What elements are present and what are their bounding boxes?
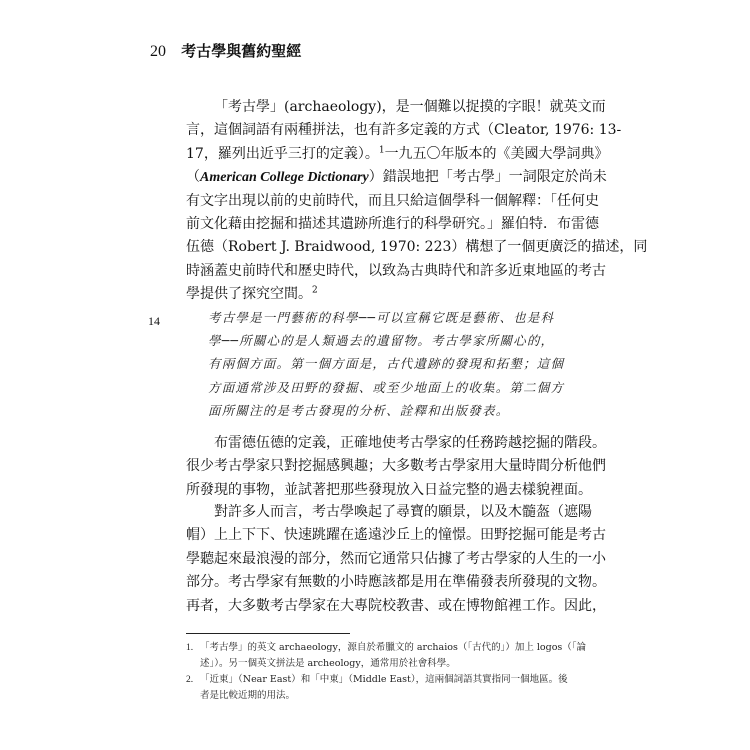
margin-number: 14	[148, 314, 160, 328]
quote-line: 方面通常涉及田野的發掘、或至少地面上的收集。第二個方	[208, 379, 565, 395]
quote-line: 學──所關心的是人類過去的遺留物。考古學家所關心的，	[208, 333, 555, 349]
text-line: 「考古學」(archaeology)，是一個難以捉摸的字眼！就英文而	[214, 99, 606, 115]
page-number: 20	[150, 43, 166, 60]
text-line: 言，這個詞語有兩種拼法，也有許多定義的方式（Cleator, 1976: 13-	[186, 122, 622, 139]
footnote-ref-1[interactable]: 1	[378, 145, 385, 156]
footnote-1	[186, 640, 586, 672]
text-line: 學提供了探究空間。$^2$	[186, 285, 318, 303]
text-line: 前文化藉由挖掘和描述其遺跡所進行的科學研究。」羅伯特．布雷德	[186, 216, 599, 233]
footnote-line: 者是比較近期的用法。	[200, 690, 296, 701]
book-title: 考古學與舊約聖經	[181, 42, 302, 60]
text-line: 帽）上上下下、快速跳躍在遙遠沙丘上的憧憬。田野挖掘可能是考古	[186, 527, 606, 544]
paragraph-braidwood	[186, 432, 606, 502]
text-line: 17，羅列出近乎三打的定義）。$^1$一九五〇年版本的《美國大學詞典》	[186, 145, 609, 162]
footnote-line: 述」）。另一個英文拼法是 archeology，通常用於社會科學。	[200, 658, 456, 669]
quote-line: 有兩個方面。第一個方面是，古代遺跡的發現和拓墾；這個	[208, 356, 565, 372]
text-line: 學聽起來最浪漫的部分，然而它通常只佔據了考古學家的人生的一小	[186, 550, 606, 567]
text-line: 再者，大多數考古學家在大專院校教書、或在博物館裡工作。因此，	[186, 597, 606, 614]
quote-line: 考古學是一門藝術的科學──可以宣稱它既是藝術、也是科	[208, 310, 555, 325]
text-line: （American College Dictionary）錯誤地把「考古學」一詞限定於尚未	[186, 169, 607, 186]
footnote-line: 「近東」（Near East）和「中東」（Middle East），這兩個詞語其實指同一個地區。後	[200, 674, 568, 685]
paragraph-treasure	[186, 501, 606, 618]
footnote-line: 「考古學」的英文 archaeology，源自於希臘文的 archaios（「古代的」）加上 logos（「論	[200, 642, 587, 653]
text-line: 所發現的事物，並試著把那些發現放入日益完整的過去樣貌裡面。	[186, 481, 592, 498]
text-line: 伍德（Robert J. Braidwood, 1970: 223）構想了一個更廣泛的描述，同	[186, 239, 648, 256]
text-line: 時涵蓋史前時代和歷史時代，以致為古典時代和許多近東地區的考古	[186, 262, 606, 279]
footnote-number: 1.	[186, 643, 194, 653]
dictionary-title: American College Dictionary	[200, 170, 369, 186]
footnote-number: 2.	[186, 675, 194, 685]
text-line: 有文字出現以前的史前時代，而且只給這個學科一個解釋：「任何史	[186, 192, 599, 209]
text-line: 對許多人而言，考古學喚起了尋寶的願景，以及木髓盔（遮陽	[214, 504, 592, 520]
footnote-ref-2[interactable]: 2	[312, 285, 318, 296]
text-line: 布雷德伍德的定義，正確地使考古學家的任務跨越挖掘的階段。	[214, 435, 606, 451]
text-line: 部分。考古學家有無數的小時應該都是用在準備發表所發現的文物。	[186, 574, 606, 591]
footnotes	[186, 640, 586, 704]
paragraph-archaeology-definition	[186, 96, 648, 307]
footnote-divider	[186, 633, 350, 634]
quote-line: 面所關注的是考古發現的分析、詮釋和出版發表。	[208, 402, 510, 418]
text-line: 很少考古學家只對挖掘感興趣；大多數考古學家用大量時間分析他們	[186, 458, 606, 475]
block-quote	[208, 306, 565, 422]
running-head	[150, 40, 301, 61]
footnote-2	[186, 672, 586, 704]
